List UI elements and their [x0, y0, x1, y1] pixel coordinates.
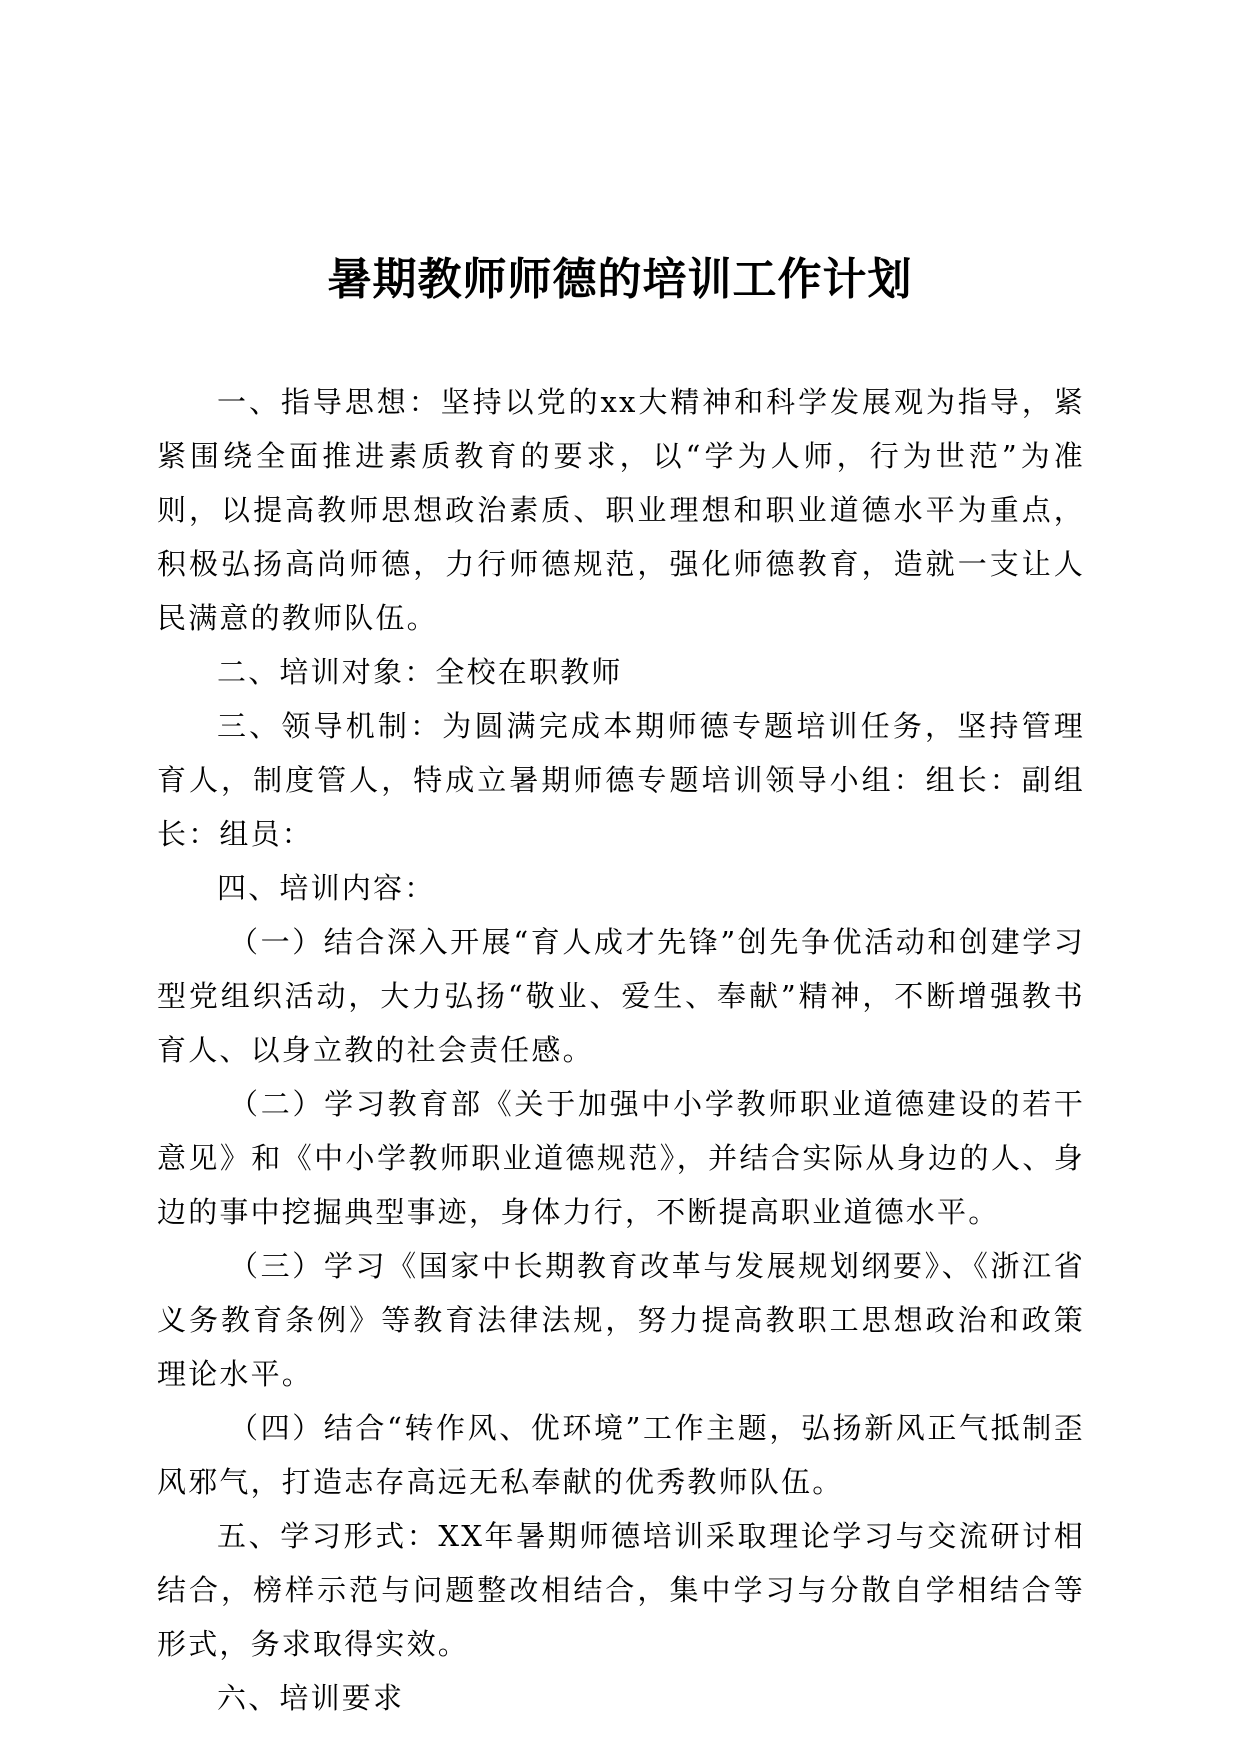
paragraph-guiding-ideology: 一、指导思想：坚持以党的xx大精神和科学发展观为指导，紧紧围绕全面推进素质教育的要求，以“学为人师，行为世范”为准则，以提高教师思想政治素质、职业理想和职业道德水平为重点，积极弘扬高尚师德，力行师德规范，强化师德教育，造就一支让人民满意的教师队伍。 — [157, 385, 1085, 635]
paragraph-training-content-heading: 四、培训内容： — [217, 871, 436, 905]
paragraph-training-target: 二、培训对象：全校在职教师 — [217, 655, 623, 689]
paragraph-content-item-2: （二）学习教育部《关于加强中小学教师职业道德建设的若干意见》和《中小学教师职业道德规范》，并结合实际从身边的人、身边的事中挖掘典型事迹，身体力行，不断提高职业道德水平。 — [157, 1087, 1085, 1229]
paragraph-content-item-4: （四）结合“转作风、优环境”工作主题，弘扬新风正气抵制歪风邪气，打造志存高远无私奉献的优秀教师队伍。 — [157, 1411, 1085, 1499]
document-title: 暑期教师师德的培训工作计划 — [327, 254, 913, 305]
document-body — [157, 375, 1085, 1725]
paragraph-training-requirements: 六、培训要求 — [217, 1681, 405, 1715]
paragraph-learning-format: 五、学习形式：XX年暑期师德培训采取理论学习与交流研讨相结合，榜样示范与问题整改相结合，集中学习与分散自学相结合等形式，务求取得实效。 — [157, 1519, 1085, 1661]
paragraph-leadership-mechanism: 三、领导机制：为圆满完成本期师德专题培训任务，坚持管理育人，制度管人，特成立暑期师德专题培训领导小组：组长：副组长：组员： — [157, 709, 1085, 851]
paragraph-content-item-3: （三）学习《国家中长期教育改革与发展规划纲要》、《浙江省义务教育条例》等教育法律法规，努力提高教职工思想政治和政策理论水平。 — [157, 1249, 1085, 1391]
paragraph-content-item-1: （一）结合深入开展“育人成才先锋”创先争优活动和创建学习型党组织活动，大力弘扬“敬业、爱生、奉献”精神，不断增强教书育人、以身立教的社会责任感。 — [157, 925, 1085, 1067]
